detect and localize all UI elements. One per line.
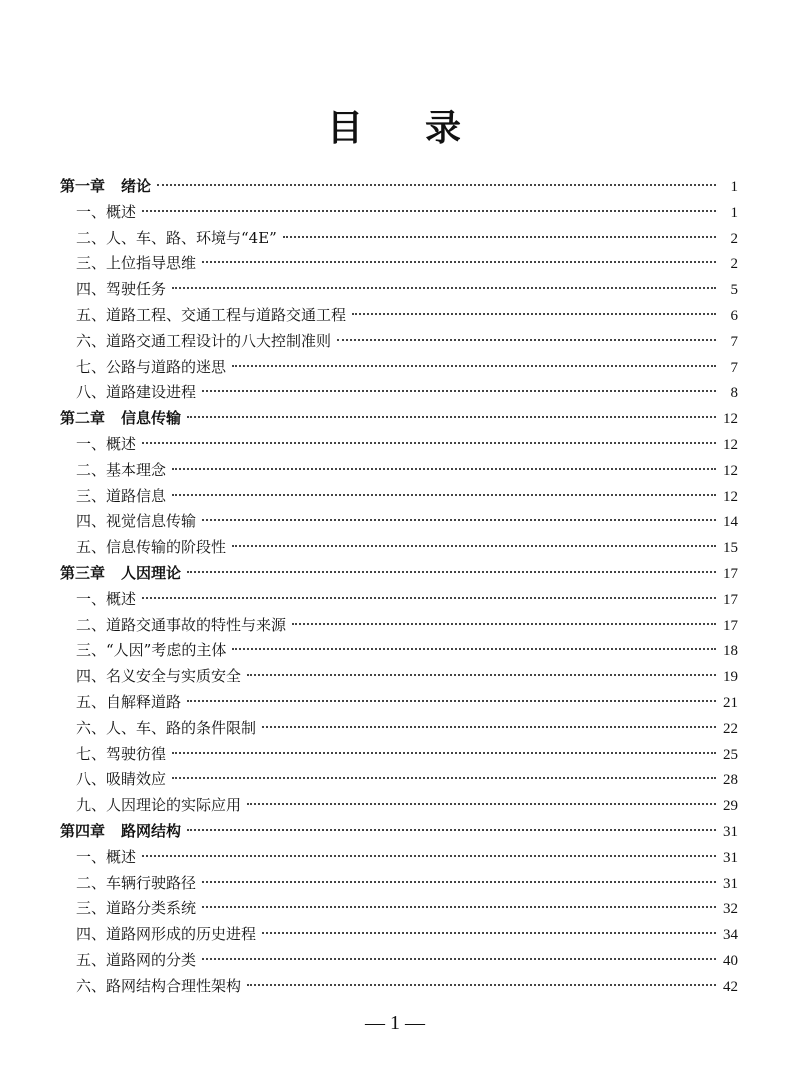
dot-leader xyxy=(232,648,716,650)
dot-leader xyxy=(202,958,716,960)
toc-section-entry xyxy=(60,432,738,458)
toc-section-entry xyxy=(60,793,738,819)
toc-section-entry xyxy=(60,896,738,922)
toc-section-entry xyxy=(60,251,738,277)
dot-leader xyxy=(247,984,716,986)
toc-page-number: 8 xyxy=(730,385,738,402)
dot-leader xyxy=(292,623,716,625)
dot-leader xyxy=(187,700,716,702)
dot-leader xyxy=(172,468,716,470)
chapter-number: 第一章 xyxy=(60,177,106,195)
page-number: — 1 — xyxy=(365,1012,425,1034)
toc-page-number: 19 xyxy=(723,669,738,686)
dot-leader xyxy=(337,339,716,341)
chapter-title: 路网结构 xyxy=(121,821,182,840)
toc-entry-label: 五、信息传输的阶段性 xyxy=(76,538,227,557)
toc-section-entry xyxy=(60,922,738,948)
dot-leader xyxy=(232,365,716,367)
dot-leader xyxy=(232,545,716,547)
toc-page-number: 6 xyxy=(730,307,738,324)
toc-chapter-entry xyxy=(60,561,738,587)
toc-entry-label: 四、名义安全与实质安全 xyxy=(76,667,242,686)
toc-section-entry xyxy=(60,638,738,664)
toc-page-number: 14 xyxy=(723,514,738,531)
toc-page-number: 25 xyxy=(723,746,738,763)
toc-section-entry xyxy=(60,742,738,768)
dot-leader xyxy=(202,261,716,263)
toc-page-number: 15 xyxy=(723,540,738,557)
dot-leader xyxy=(157,184,716,186)
dot-leader xyxy=(172,752,716,754)
chapter-number: 第四章 xyxy=(60,821,106,840)
dot-leader xyxy=(262,726,716,728)
toc-page-number: 31 xyxy=(723,823,738,840)
dot-leader xyxy=(142,597,716,599)
chapter-number: 第二章 xyxy=(60,409,106,428)
dot-leader xyxy=(202,390,716,392)
dot-leader xyxy=(142,442,716,444)
toc-section-entry xyxy=(60,303,738,329)
page-title xyxy=(0,100,790,151)
toc-page-number: 1 xyxy=(730,204,738,221)
toc-entry-label: 八、吸睛效应 xyxy=(76,770,167,789)
toc-page-number: 28 xyxy=(723,772,738,789)
toc-page-number: 32 xyxy=(723,901,738,918)
toc-section-entry xyxy=(60,509,738,535)
toc-page-number: 40 xyxy=(723,952,738,969)
toc-section-entry xyxy=(60,226,738,252)
toc-section-entry xyxy=(60,458,738,484)
toc-entry-label: 一、概述 xyxy=(76,202,137,221)
toc-entry-label: 七、驾驶彷徨 xyxy=(76,744,167,763)
toc-page-number: 18 xyxy=(723,643,738,660)
toc-chapter-entry xyxy=(60,819,738,845)
toc-page-number: 12 xyxy=(723,488,738,505)
toc-entry-label: 三、道路信息 xyxy=(76,486,167,505)
toc-entry-label: 四、视觉信息传输 xyxy=(76,512,197,531)
toc-entry-label: 四、驾驶任务 xyxy=(76,280,167,299)
dot-leader xyxy=(283,236,716,238)
table-of-contents xyxy=(60,174,738,1000)
toc-section-entry xyxy=(60,587,738,613)
toc-entry-label: 三、“人因”考虑的主体 xyxy=(76,641,227,660)
dot-leader xyxy=(172,287,716,289)
toc-entry-label: 五、道路网的分类 xyxy=(76,950,197,969)
dot-leader xyxy=(202,519,716,521)
dot-leader xyxy=(172,777,716,779)
toc-page-number: 21 xyxy=(723,694,738,711)
toc-entry-label: 二、人、车、路、环境与“4E” xyxy=(76,228,277,247)
toc-chapter-entry xyxy=(60,406,738,432)
toc-entry-label xyxy=(60,561,181,587)
toc-section-entry xyxy=(60,948,738,974)
dot-leader xyxy=(187,829,716,831)
toc-entry-label: 一、概述 xyxy=(76,589,137,608)
toc-section-entry xyxy=(60,484,738,510)
dot-leader xyxy=(202,881,716,883)
dot-leader xyxy=(187,571,716,573)
toc-page-number: 22 xyxy=(723,720,738,737)
toc-section-entry xyxy=(60,613,738,639)
dot-leader xyxy=(262,932,716,934)
toc-chapter-entry xyxy=(60,174,738,200)
dot-leader xyxy=(202,906,716,908)
toc-entry-label: 三、道路分类系统 xyxy=(76,899,197,918)
dot-leader xyxy=(352,313,716,315)
toc-entry-label: 六、路网结构合理性架构 xyxy=(76,976,242,995)
toc-page-number: 29 xyxy=(723,798,738,815)
chapter-title: 人因理论 xyxy=(121,563,182,582)
toc-entry-label: 二、车辆行驶路径 xyxy=(76,873,197,892)
toc-page-number: 17 xyxy=(723,565,738,582)
chapter-number: 第三章 xyxy=(60,563,106,582)
toc-entry-label: 五、道路工程、交通工程与道路交通工程 xyxy=(76,305,347,324)
dot-leader xyxy=(187,416,716,418)
toc-section-entry xyxy=(60,535,738,561)
toc-page-number: 17 xyxy=(723,591,738,608)
title-char-2: 录 xyxy=(425,108,464,149)
toc-entry-label: 二、基本理念 xyxy=(76,460,167,479)
chapter-title: 信息传输 xyxy=(121,409,182,428)
toc-entry-label: 一、概述 xyxy=(76,847,137,866)
dot-leader xyxy=(142,210,716,212)
toc-page-number: 2 xyxy=(730,256,738,273)
chapter-title: 绪论 xyxy=(121,177,152,195)
toc-entry-label: 六、道路交通工程设计的八大控制准则 xyxy=(76,331,332,350)
toc-entry-label: 一、概述 xyxy=(76,434,137,453)
toc-page-number: 12 xyxy=(723,411,738,428)
dot-leader xyxy=(172,494,716,496)
toc-page-number: 7 xyxy=(730,359,738,376)
toc-entry-label: 四、道路网形成的历史进程 xyxy=(76,925,257,944)
toc-section-entry xyxy=(60,200,738,226)
toc-section-entry xyxy=(60,690,738,716)
toc-entry-label xyxy=(60,174,151,200)
toc-section-entry xyxy=(60,355,738,381)
toc-section-entry xyxy=(60,277,738,303)
dot-leader xyxy=(247,803,716,805)
toc-entry-label xyxy=(60,819,181,845)
dot-leader xyxy=(247,674,716,676)
toc-page-number: 1 xyxy=(730,179,738,195)
toc-entry-label: 九、人因理论的实际应用 xyxy=(76,796,242,815)
toc-page-number: 42 xyxy=(723,978,738,995)
dot-leader xyxy=(142,855,716,857)
toc-section-entry xyxy=(60,664,738,690)
toc-section-entry xyxy=(60,974,738,1000)
toc-page-number: 31 xyxy=(723,849,738,866)
toc-section-entry xyxy=(60,767,738,793)
toc-page-number: 7 xyxy=(730,333,738,350)
title-char-1: 目 xyxy=(326,108,365,149)
toc-page-number: 34 xyxy=(723,927,738,944)
toc-entry-label: 六、人、车、路的条件限制 xyxy=(76,718,257,737)
toc-page-number: 31 xyxy=(723,875,738,892)
toc-entry-label: 二、道路交通事故的特性与来源 xyxy=(76,615,287,634)
toc-entry-label: 七、公路与道路的迷思 xyxy=(76,357,227,376)
toc-page-number: 17 xyxy=(723,617,738,634)
toc-page-number: 12 xyxy=(723,462,738,479)
toc-page-number: 5 xyxy=(730,282,738,299)
toc-entry-label: 八、道路建设进程 xyxy=(76,383,197,402)
toc-page-number: 12 xyxy=(723,436,738,453)
toc-entry-label: 三、上位指导思维 xyxy=(76,254,197,273)
toc-section-entry xyxy=(60,871,738,897)
toc-section-entry xyxy=(60,380,738,406)
toc-entry-label xyxy=(60,406,181,432)
toc-section-entry xyxy=(60,716,738,742)
toc-section-entry xyxy=(60,329,738,355)
toc-entry-label: 五、自解释道路 xyxy=(76,692,182,711)
toc-section-entry xyxy=(60,845,738,871)
toc-page-number: 2 xyxy=(730,230,738,247)
